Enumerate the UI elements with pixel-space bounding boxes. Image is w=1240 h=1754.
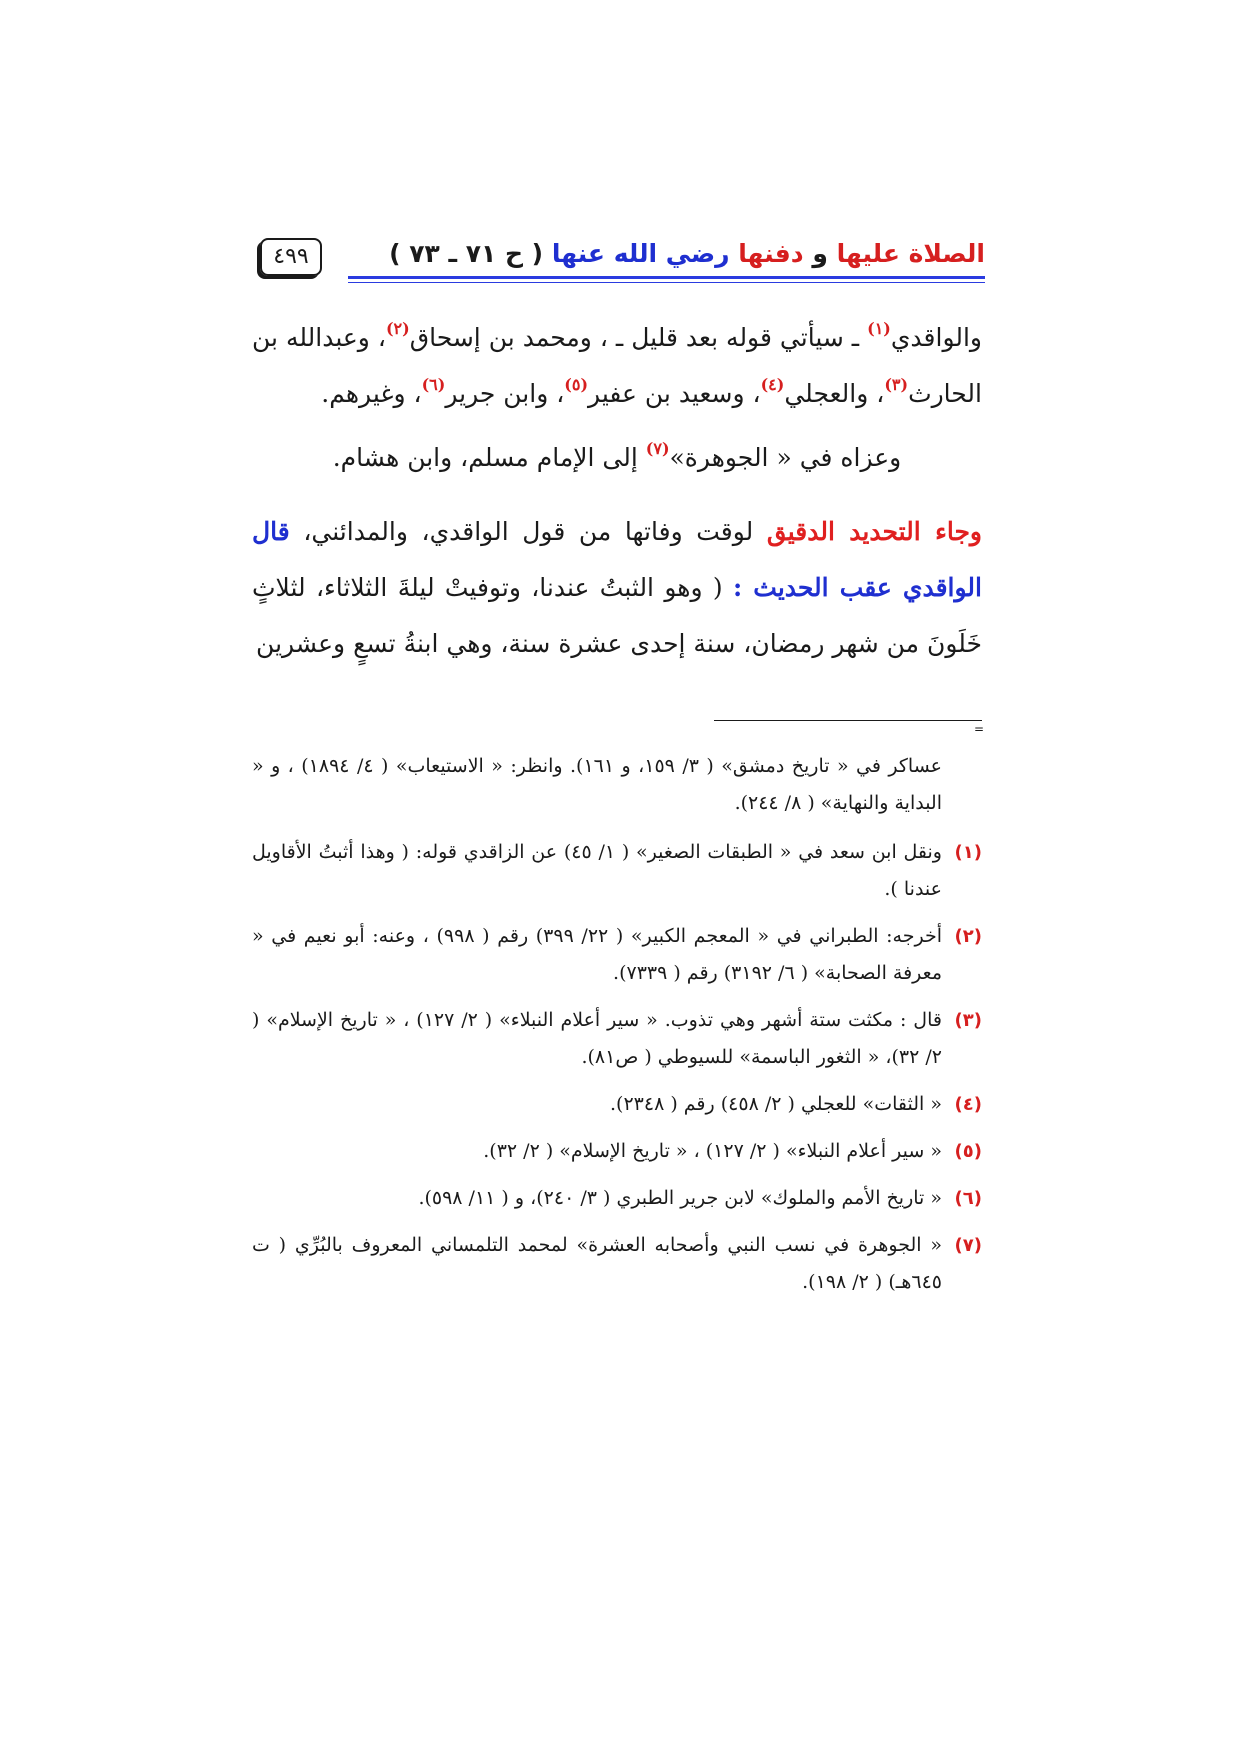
footnote-ref-2[interactable]: (٢): [385, 319, 410, 338]
footnote-continuation-mark: =: [973, 722, 984, 736]
paragraph-1-text: ، وعبدالله بن الحارث: [252, 323, 982, 408]
paragraph-3-text: لوقت وفاتها من قول الواقدي، والمدائني،: [289, 517, 767, 546]
footnote-ref-4[interactable]: (٤): [760, 375, 785, 394]
paragraph-3: [252, 504, 982, 672]
running-title: [389, 236, 985, 272]
paragraph-1-text: ، والعجلي: [784, 379, 885, 408]
footnote-text: « تاريخ الأمم والملوك» لابن جرير الطبري ( ٣/ ٢٤٠)، و ( ١١/ ٥٩٨).: [418, 1187, 942, 1209]
page-header: [260, 236, 985, 278]
footnote-3: [252, 1002, 982, 1076]
paragraph-2: [252, 430, 982, 486]
paragraph-1-text: ـ سيأتي قوله بعد قليل ـ ، ومحمد بن إسحاق: [409, 323, 868, 352]
footnotes: [252, 748, 982, 1311]
footnote-text: « سير أعلام النبلاء» ( ٢/ ١٢٧) ، « تاريخ الإسلام» ( ٢/ ٣٢).: [483, 1140, 942, 1162]
footnote-ref-3[interactable]: (٣): [884, 375, 909, 394]
main-text: [252, 310, 982, 672]
footnote-ref-6[interactable]: (٦): [421, 375, 446, 394]
footnote-separator: [714, 720, 982, 721]
footnote-text: « الجوهرة في نسب النبي وأصحابه العشرة» لمحمد التلمساني المعروف بالبُرِّي ( ت ٦٤٥هـ) ( ٢/ ١٩٨).: [252, 1234, 942, 1293]
paragraph-2-text: وعزاه في « الجوهرة»: [669, 443, 902, 472]
running-title-part2: و: [812, 239, 828, 268]
paragraph-1-text: ، وسعيد بن عفير: [588, 379, 761, 408]
running-title-part1: الصلاة عليها: [836, 239, 985, 268]
header-rule-thick: [348, 276, 985, 279]
footnote-number: (٢): [954, 926, 982, 947]
footnote-text: « الثقات» للعجلي ( ٢/ ٤٥٨) رقم ( ٢٣٤٨).: [610, 1093, 942, 1115]
running-title-honorific: رضي الله عنها: [551, 239, 730, 268]
footnote-2: [252, 918, 982, 992]
footnote-4: [252, 1086, 982, 1123]
footnote-text: ونقل ابن سعد في « الطبقات الصغير» ( ١/ ٤٥) عن الزاقدي قوله: ( وهذا أثبتُ الأقاويل عندنا ).: [252, 841, 942, 900]
running-title-part3: دفنها: [738, 239, 804, 268]
quote-intro: قال الواقدي عقب الحديث :: [252, 517, 982, 602]
footnote-number: (٤): [954, 1094, 982, 1115]
page-number: ٤٩٩: [260, 238, 322, 276]
paragraph-1-text: ، وغيرهم.: [321, 379, 422, 408]
footnote-continuation: عساكر في « تاريخ دمشق» ( ٣/ ١٥٩، و ١٦١). وانظر: « الاستيعاب» ( ٤/ ١٨٩٤) ، و « البداية والنهاية» ( ٨/ ٢٤٤).: [252, 755, 942, 814]
paragraph-1-text: ، وابن جرير: [445, 379, 565, 408]
footnote-number: (٧): [954, 1235, 982, 1256]
paragraph-1-text: والواقدي: [890, 323, 982, 352]
footnote-text: أخرجه: الطبراني في « المعجم الكبير» ( ٢٢/ ٣٩٩) رقم ( ٩٩٨) ، وعنه: أبو نعيم في « معرفة الصحابة» ( ٦/ ٣١٩٢) رقم ( ٧٣٣٩).: [252, 925, 942, 984]
footnote-7: [252, 1227, 982, 1301]
footnote-1: [252, 834, 982, 908]
highlight-phrase: وجاء التحديد الدقيق: [766, 517, 982, 546]
paragraph-2-text: إلى الإمام مسلم، وابن هشام.: [332, 443, 646, 472]
footnote-ref-7[interactable]: (٧): [645, 439, 670, 458]
footnote-number: (٥): [954, 1141, 982, 1162]
footnote-ref-1[interactable]: (١): [867, 319, 891, 338]
footnote-number: (٣): [954, 1010, 982, 1031]
paragraph-1: [252, 310, 982, 422]
footnote-number: (٦): [954, 1188, 982, 1209]
footnote-number: (١): [954, 842, 982, 863]
running-title-hadith-range: ( ح ٧١ ـ ٧٣ ): [389, 239, 544, 268]
paragraph-3-text: ( وهو الثبتُ عندنا، وتوفيتْ ليلةَ الثلاثاء، لثلاثٍ خَلَونَ من شهر رمضان، سنة إحدى عشرة سنة، وهي ابنةُ تسعٍ وعشرين: [252, 573, 982, 658]
footnote-5: [252, 1133, 982, 1170]
footnote-6: [252, 1180, 982, 1217]
header-rule-thin: [348, 282, 985, 283]
footnote-ref-5[interactable]: (٥): [564, 375, 589, 394]
footnote-text: قال : مكثت ستة أشهر وهي تذوب. « سير أعلام النبلاء» ( ٢/ ١٢٧) ، « تاريخ الإسلام» ( ٢/ ٣٢)، « الثغور الباسمة» للسيوطي ( ص٨١).: [252, 1009, 942, 1068]
